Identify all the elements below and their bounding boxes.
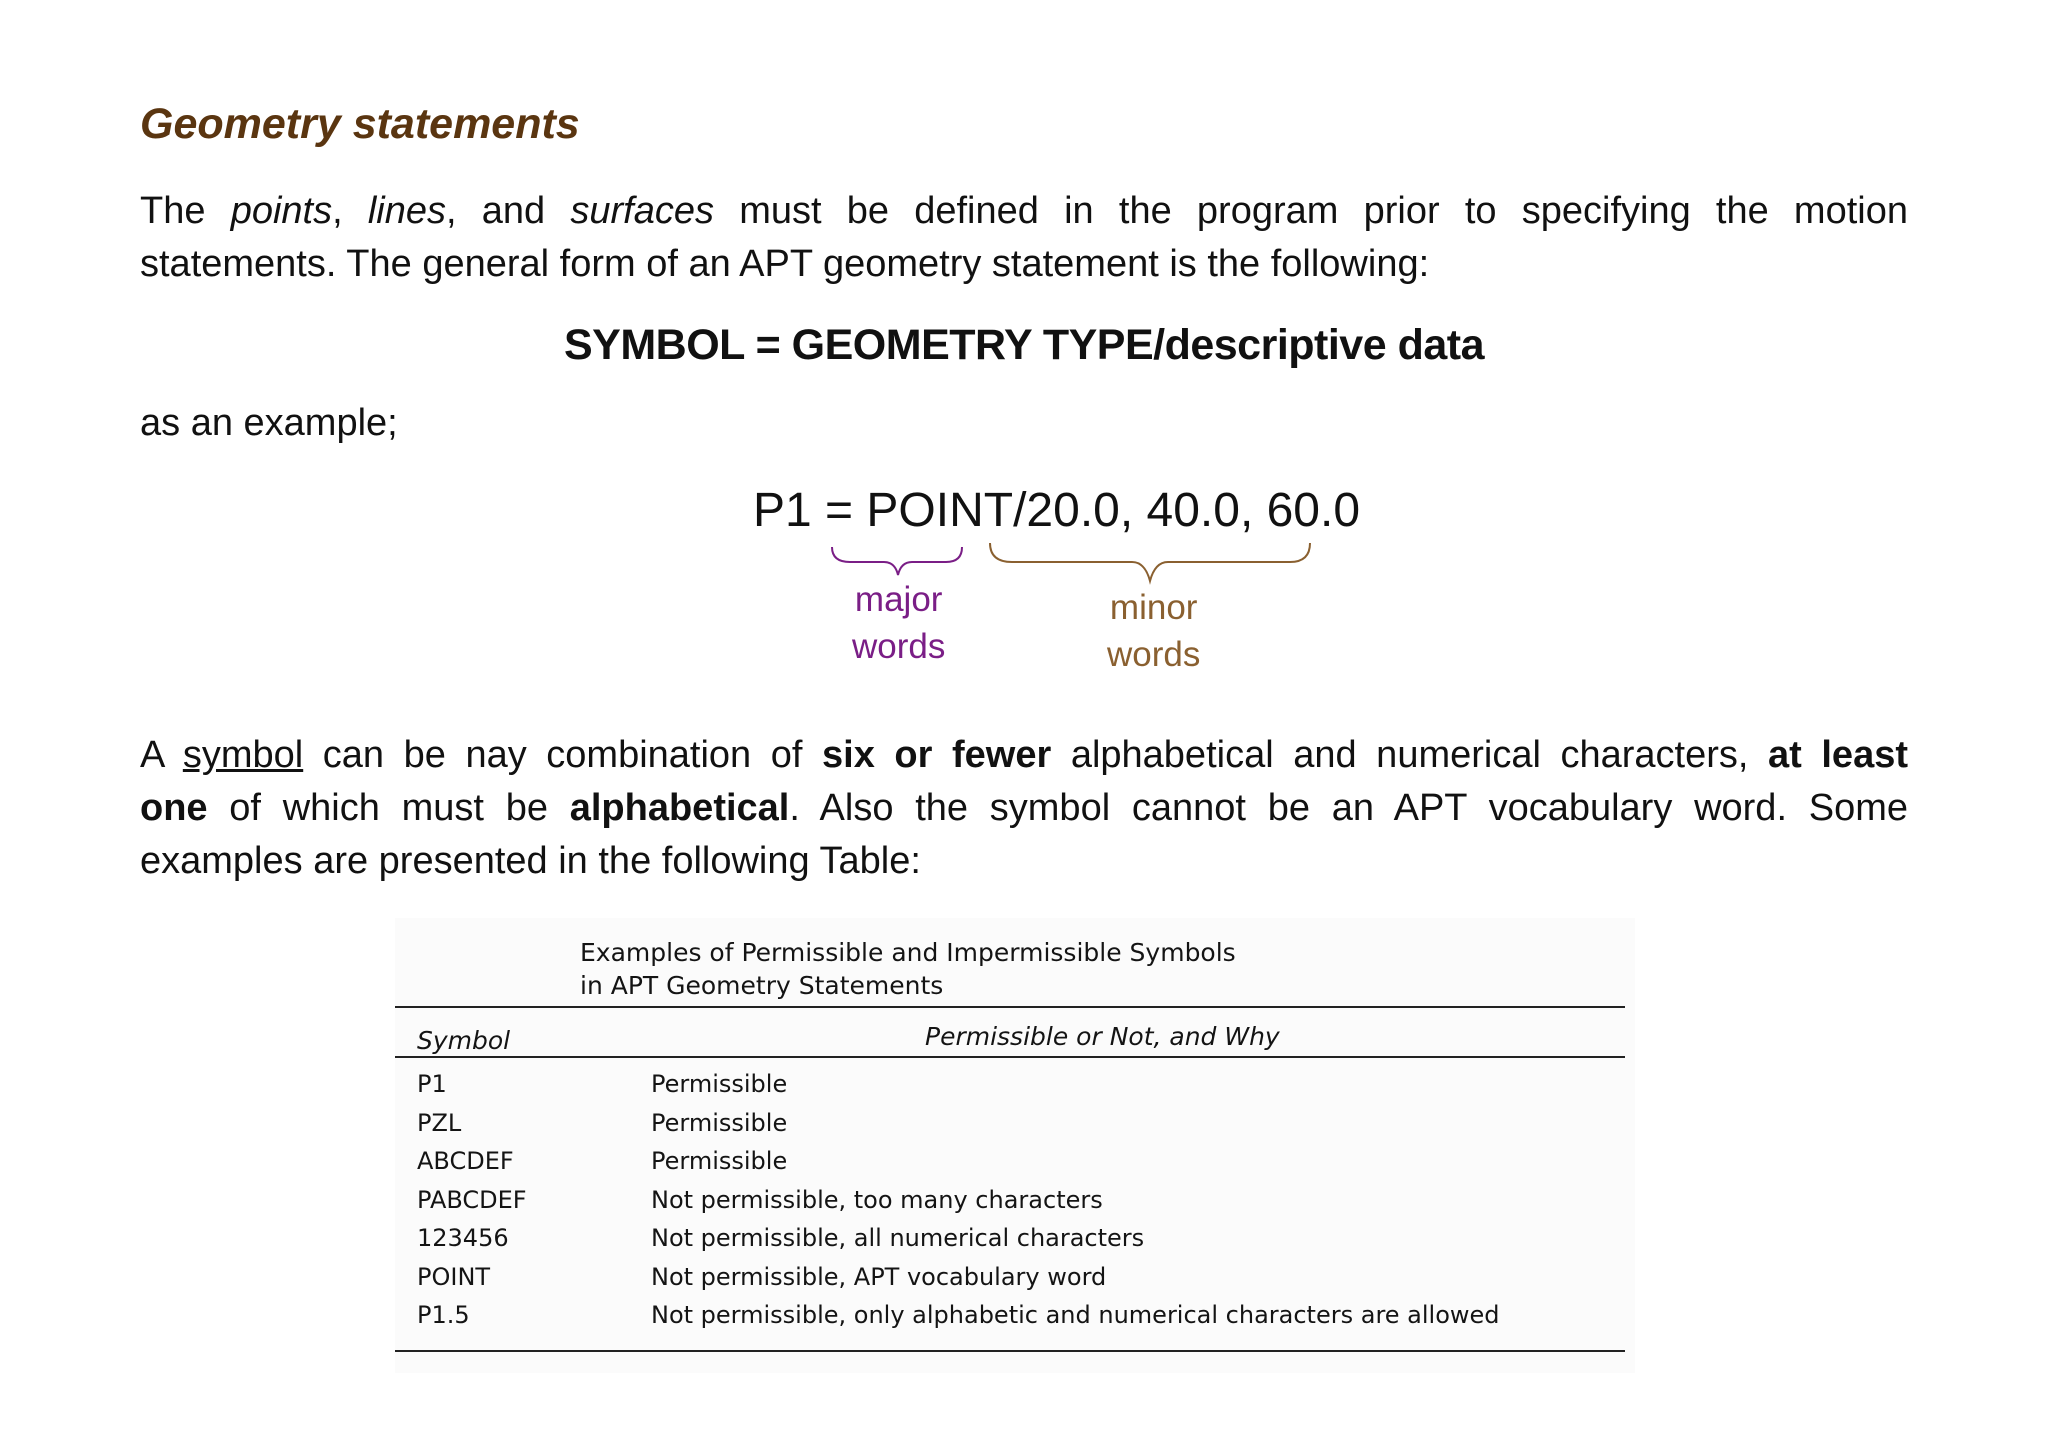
general-form-formula: SYMBOL = GEOMETRY TYPE/descriptive data (564, 321, 1484, 369)
permissible-cell: Not permissible, APT vocabulary word (651, 1262, 1107, 1291)
permissible-cell: Permissible (651, 1108, 788, 1137)
minor-words-line-1: minor (1109, 588, 1198, 627)
text-segment: symbol (182, 734, 304, 776)
symbol-line-3: examples are presented in the following Table: (140, 840, 921, 882)
symbol-cell: ABCDEF (417, 1147, 514, 1175)
permissible-cell: Not permissible, too many characters (651, 1185, 1103, 1214)
table-header-permissible: Permissible or Not, and Why (925, 1022, 1280, 1051)
text-segment: six or fewer (822, 734, 1052, 776)
minor-words-line-2: words (1107, 635, 1201, 674)
text-segment: , (332, 190, 368, 232)
text-segment: , and (446, 190, 571, 232)
section-heading: Geometry statements (140, 100, 580, 148)
table-row (395, 1147, 1635, 1185)
table-row (395, 1109, 1635, 1147)
minor-words-brace (990, 543, 1310, 581)
symbol-cell: PZL (417, 1108, 462, 1137)
text-segment: The (140, 190, 231, 232)
symbol-paragraph (140, 729, 1908, 888)
table-caption (580, 936, 1236, 1002)
example-label: as an example; (140, 402, 398, 444)
symbol-cell: PABCDEF (417, 1185, 527, 1214)
text-segment: must be defined in the program prior to specifying the motion (714, 190, 1908, 232)
major-words-brace (832, 547, 962, 575)
text-segment: . Also the symbol cannot be an APT vocabulary word. Some (789, 787, 1909, 829)
text-segment: A (140, 734, 183, 776)
table-row (395, 1186, 1635, 1224)
text-segment: alphabetical and numerical characters, (1051, 734, 1769, 776)
table-caption-line-1: Examples of Permissible and Impermissible Symbols (580, 938, 1236, 967)
symbol-cell: POINT (417, 1262, 491, 1291)
table-row (395, 1224, 1635, 1262)
text-segment: points (230, 190, 333, 232)
permissible-cell: Permissible (651, 1070, 788, 1098)
permissible-cell: Permissible (651, 1147, 788, 1175)
symbol-cell: P1 (417, 1070, 447, 1098)
symbol-cell: 123456 (417, 1224, 509, 1252)
table-row (395, 1263, 1635, 1301)
text-segment: alphabetical (569, 787, 790, 829)
table-row (395, 1070, 1635, 1108)
text-segment: of which must be (207, 787, 570, 829)
table-caption-line-2: in APT Geometry Statements (580, 971, 944, 1000)
table-header-symbol: Symbol (417, 1026, 511, 1055)
table-header-rule (395, 1056, 1625, 1058)
symbol-line-2 (140, 782, 1908, 835)
major-words-label (852, 576, 945, 670)
text-segment: at least (1768, 734, 1908, 776)
table-row (395, 1301, 1635, 1339)
table-bottom-rule (395, 1350, 1625, 1352)
text-segment: lines (367, 190, 447, 232)
symbols-table-figure (395, 918, 1635, 1373)
text-segment: one (140, 787, 208, 829)
table-top-rule (395, 1006, 1625, 1008)
permissible-cell: Not permissible, only alphabetic and numerical characters are allowed (651, 1301, 1500, 1329)
symbol-cell: P1.5 (417, 1301, 470, 1329)
text-segment: can be nay combination of (303, 734, 823, 776)
permissible-cell: Not permissible, all numerical characters (651, 1224, 1145, 1252)
text-segment: surfaces (570, 190, 715, 232)
major-words-line-2: words (852, 627, 946, 666)
example-statement: P1 = POINT/20.0, 40.0, 60.0 (753, 484, 1361, 537)
minor-words-label (1107, 584, 1200, 678)
major-words-line-1: major (854, 580, 943, 619)
intro-line-2: statements. The general form of an APT geometry statement is the following: (140, 243, 1430, 285)
symbol-line-1 (140, 729, 1908, 782)
